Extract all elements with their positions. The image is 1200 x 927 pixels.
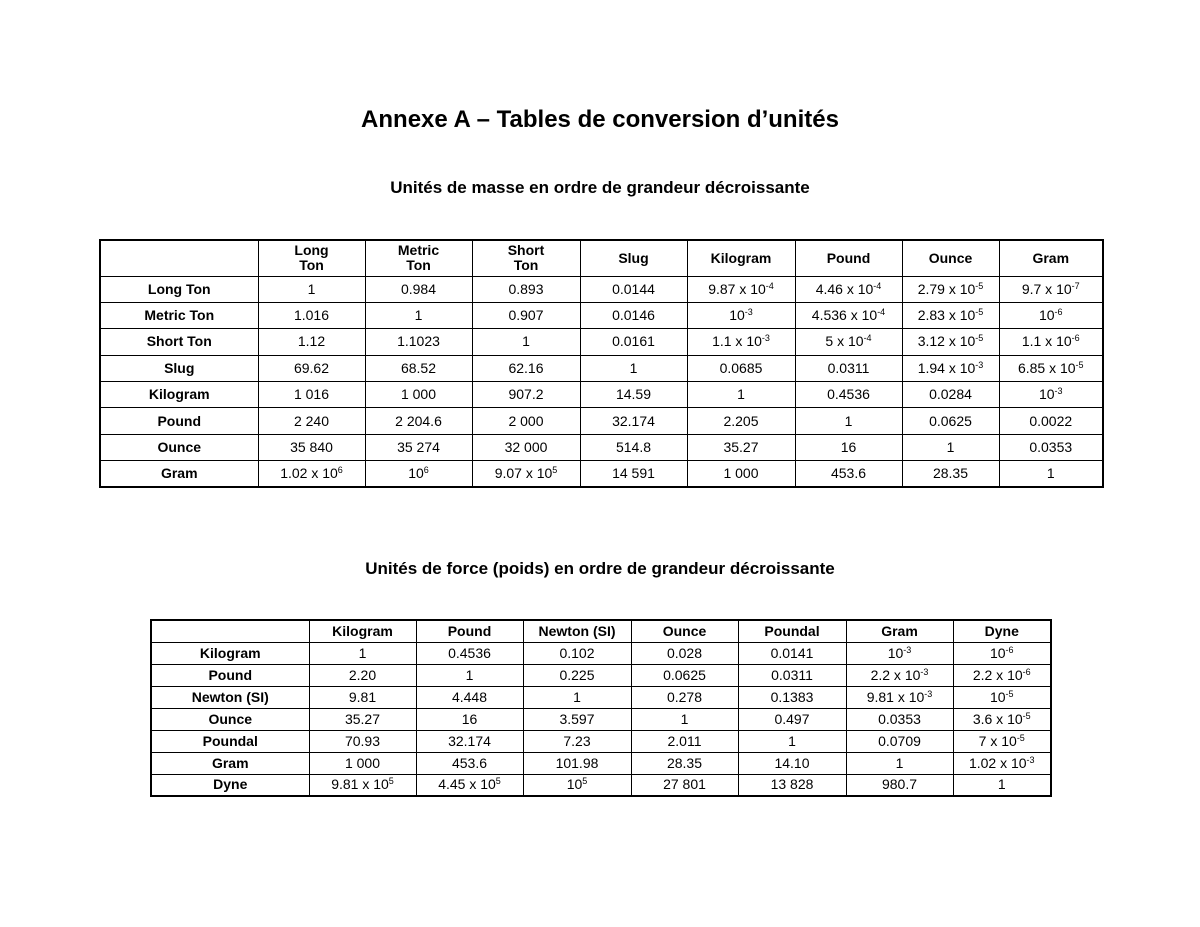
mass-conversion-table	[99, 239, 1104, 488]
column-header-gram: Gram	[999, 240, 1103, 276]
table-cell: 1.02 x $10^6$	[258, 461, 365, 487]
row-header-pound: Pound	[151, 664, 309, 686]
column-header-kilogram: Kilogram	[309, 620, 416, 642]
table-cell: $10^{-6}$	[953, 642, 1051, 664]
row-header-kilogram: Kilogram	[151, 642, 309, 664]
table-row	[100, 382, 1103, 408]
table-row	[151, 708, 1051, 730]
table-header-row	[100, 240, 1103, 276]
column-header-short-ton	[472, 240, 580, 276]
table-row	[100, 302, 1103, 328]
table-cell: 1	[795, 408, 902, 434]
table-cell: 4.448	[416, 686, 523, 708]
table-cell: $10^{-6}$	[999, 302, 1103, 328]
table-row	[151, 774, 1051, 796]
column-header-slug: Slug	[580, 240, 687, 276]
row-header-metric-ton: Metric Ton	[100, 302, 258, 328]
table-row	[151, 664, 1051, 686]
row-header-slug: Slug	[100, 355, 258, 381]
table-cell: 0.0311	[738, 664, 846, 686]
table-cell: 0.0625	[902, 408, 999, 434]
table-cell: 2.2 x $10^{-6}$	[953, 664, 1051, 686]
table-cell: 0.028	[631, 642, 738, 664]
row-header-long-ton: Long Ton	[100, 276, 258, 302]
table-row	[151, 642, 1051, 664]
row-header-kilogram: Kilogram	[100, 382, 258, 408]
table-cell: 1	[846, 752, 953, 774]
table-header-row	[151, 620, 1051, 642]
table-cell: 1	[416, 664, 523, 686]
column-header-label: Metric Ton	[397, 242, 440, 274]
table-cell: $10^{-3}$	[999, 382, 1103, 408]
table-row	[100, 276, 1103, 302]
table-cell: 0.0146	[580, 302, 687, 328]
table-cell: 0.984	[365, 276, 472, 302]
table-cell: 3.6 x $10^{-5}$	[953, 708, 1051, 730]
table-cell: 453.6	[416, 752, 523, 774]
table-cell: 62.16	[472, 355, 580, 381]
table-cell: 2.83 x $10^{-5}$	[902, 302, 999, 328]
table-cell: 5 x $10^{-4}$	[795, 329, 902, 355]
table-cell: 0.0161	[580, 329, 687, 355]
table-row	[100, 355, 1103, 381]
table-cell: 0.225	[523, 664, 631, 686]
column-header-dyne: Dyne	[953, 620, 1051, 642]
table-cell: 1	[523, 686, 631, 708]
table-cell: 1	[631, 708, 738, 730]
table-cell: 0.1383	[738, 686, 846, 708]
table-cell: 1	[309, 642, 416, 664]
page-title: Annexe A – Tables de conversion d’unités	[361, 106, 839, 133]
table-cell: 28.35	[631, 752, 738, 774]
table-cell: 16	[795, 434, 902, 460]
table-cell: 1.1 x $10^{-3}$	[687, 329, 795, 355]
table-cell: 9.81 x $10^{-3}$	[846, 686, 953, 708]
row-header-short-ton: Short Ton	[100, 329, 258, 355]
table-cell: 7.23	[523, 730, 631, 752]
table-cell: 35.27	[309, 708, 416, 730]
mass-table-heading: Unités de masse en ordre de grandeur décroissante	[390, 178, 810, 197]
table-cell: 2.205	[687, 408, 795, 434]
column-header-poundal: Poundal	[738, 620, 846, 642]
column-header-gram: Gram	[846, 620, 953, 642]
table-cell: 0.0311	[795, 355, 902, 381]
table-cell: 27 801	[631, 774, 738, 796]
table-cell: 2.011	[631, 730, 738, 752]
row-header-gram: Gram	[151, 752, 309, 774]
table-cell: 101.98	[523, 752, 631, 774]
table-cell: 0.4536	[416, 642, 523, 664]
table-cell: 28.35	[902, 461, 999, 487]
row-header-dyne: Dyne	[151, 774, 309, 796]
column-header-label: Long Ton	[294, 242, 329, 274]
table-cell: 35.27	[687, 434, 795, 460]
table-cell: 0.102	[523, 642, 631, 664]
table-row	[100, 461, 1103, 487]
row-header-poundal: Poundal	[151, 730, 309, 752]
table-cell: 4.45 x $10^5$	[416, 774, 523, 796]
column-header-long-ton	[258, 240, 365, 276]
table-cell: 9.7 x $10^{-7}$	[999, 276, 1103, 302]
table-cell: 1 000	[309, 752, 416, 774]
table-cell: 0.0144	[580, 276, 687, 302]
table-cell: 1	[580, 355, 687, 381]
table-cell: 1 000	[365, 382, 472, 408]
table-cell: 0.907	[472, 302, 580, 328]
column-header-ounce: Ounce	[631, 620, 738, 642]
table-row	[100, 408, 1103, 434]
table-cell: 2.79 x $10^{-5}$	[902, 276, 999, 302]
table-cell: 0.278	[631, 686, 738, 708]
table-cell: 0.0353	[999, 434, 1103, 460]
table-cell: 14 591	[580, 461, 687, 487]
table-cell: 1	[953, 774, 1051, 796]
table-cell: 1	[902, 434, 999, 460]
table-cell: 35 840	[258, 434, 365, 460]
table-cell: 32.174	[416, 730, 523, 752]
table-cell: 1	[472, 329, 580, 355]
table-cell: 14.10	[738, 752, 846, 774]
row-header-gram: Gram	[100, 461, 258, 487]
table-cell: 3.12 x $10^{-5}$	[902, 329, 999, 355]
table-row	[100, 329, 1103, 355]
table-cell: $10^5$	[523, 774, 631, 796]
table-cell: 1 016	[258, 382, 365, 408]
table-row	[151, 686, 1051, 708]
table-cell: 1	[999, 461, 1103, 487]
table-cell: 980.7	[846, 774, 953, 796]
corner-cell	[100, 240, 258, 276]
table-row	[100, 434, 1103, 460]
column-header-pound: Pound	[795, 240, 902, 276]
table-cell: 0.0709	[846, 730, 953, 752]
table-cell: 2.2 x $10^{-3}$	[846, 664, 953, 686]
table-cell: 32 000	[472, 434, 580, 460]
table-cell: 69.62	[258, 355, 365, 381]
table-cell: 453.6	[795, 461, 902, 487]
table-cell: 0.0353	[846, 708, 953, 730]
table-cell: 3.597	[523, 708, 631, 730]
table-cell: 4.46 x $10^{-4}$	[795, 276, 902, 302]
column-header-ounce: Ounce	[902, 240, 999, 276]
table-cell: 2.20	[309, 664, 416, 686]
table-cell: 1	[258, 276, 365, 302]
row-header-pound: Pound	[100, 408, 258, 434]
row-header-ounce: Ounce	[151, 708, 309, 730]
table-cell: 14.59	[580, 382, 687, 408]
table-cell: 9.87 x $10^{-4}$	[687, 276, 795, 302]
table-cell: 0.893	[472, 276, 580, 302]
table-cell: 1 000	[687, 461, 795, 487]
force-conversion-table	[150, 619, 1052, 797]
table-cell: $10^{-5}$	[953, 686, 1051, 708]
table-cell: 1	[365, 302, 472, 328]
table-cell: 1	[687, 382, 795, 408]
table-cell: 2 240	[258, 408, 365, 434]
table-row	[151, 752, 1051, 774]
table-cell: 0.0284	[902, 382, 999, 408]
table-cell: 16	[416, 708, 523, 730]
table-cell: 1.02 x $10^{-3}$	[953, 752, 1051, 774]
table-cell: 2 000	[472, 408, 580, 434]
table-cell: 0.0625	[631, 664, 738, 686]
table-cell: 0.0685	[687, 355, 795, 381]
table-cell: 7 x $10^{-5}$	[953, 730, 1051, 752]
table-cell: 1.12	[258, 329, 365, 355]
column-header-label: Short Ton	[507, 242, 545, 274]
table-cell: 1	[738, 730, 846, 752]
table-cell: 0.0022	[999, 408, 1103, 434]
table-cell: 1.1023	[365, 329, 472, 355]
table-cell: 9.81	[309, 686, 416, 708]
table-cell: 1.94 x $10^{-3}$	[902, 355, 999, 381]
force-table-heading: Unités de force (poids) en ordre de grandeur décroissante	[365, 559, 835, 578]
table-cell: 35 274	[365, 434, 472, 460]
table-cell: 0.0141	[738, 642, 846, 664]
table-cell: $10^{-3}$	[846, 642, 953, 664]
table-cell: 2 204.6	[365, 408, 472, 434]
column-header-kilogram: Kilogram	[687, 240, 795, 276]
table-cell: 907.2	[472, 382, 580, 408]
table-cell: 13 828	[738, 774, 846, 796]
table-cell: 9.07 x $10^5$	[472, 461, 580, 487]
row-header-ounce: Ounce	[100, 434, 258, 460]
table-cell: $10^{-3}$	[687, 302, 795, 328]
table-cell: 70.93	[309, 730, 416, 752]
column-header-metric-ton	[365, 240, 472, 276]
table-cell: 32.174	[580, 408, 687, 434]
column-header-pound: Pound	[416, 620, 523, 642]
column-header-newton: Newton (SI)	[523, 620, 631, 642]
table-cell: 514.8	[580, 434, 687, 460]
row-header-newton-si: Newton (SI)	[151, 686, 309, 708]
table-cell: $10^6$	[365, 461, 472, 487]
table-cell: 9.81 x $10^5$	[309, 774, 416, 796]
table-cell: 1.016	[258, 302, 365, 328]
table-cell: 4.536 x $10^{-4}$	[795, 302, 902, 328]
table-cell: 68.52	[365, 355, 472, 381]
table-cell: 6.85 x $10^{-5}$	[999, 355, 1103, 381]
corner-cell	[151, 620, 309, 642]
table-cell: 1.1 x $10^{-6}$	[999, 329, 1103, 355]
table-cell: 0.497	[738, 708, 846, 730]
table-cell: 0.4536	[795, 382, 902, 408]
table-row	[151, 730, 1051, 752]
